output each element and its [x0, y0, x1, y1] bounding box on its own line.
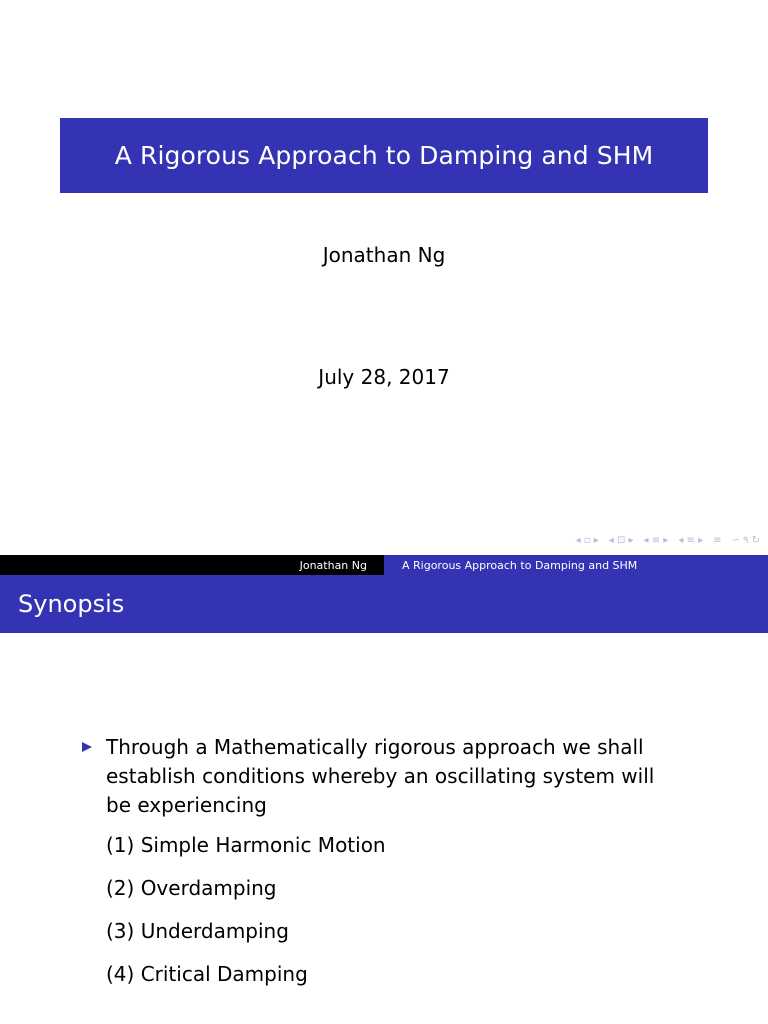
section-nav-icon[interactable]: ◂ ≡ ▸	[643, 535, 669, 546]
document-nav-icon[interactable]: ≡	[713, 535, 722, 546]
bullet-text: Through a Mathematically rigorous approach we shall establish conditions whereby an oscillating system will be experiencing	[106, 735, 655, 817]
navigation-symbols	[576, 535, 760, 546]
author-name: Jonathan Ng	[322, 243, 446, 267]
title-box	[60, 118, 708, 193]
frame-title-bar	[0, 575, 768, 633]
footline-title-box	[384, 555, 768, 575]
frame-title: Synopsis	[18, 590, 125, 618]
synopsis-content	[0, 633, 768, 1024]
frame-nav-icon[interactable]: ◂ ▫ ▸	[575, 535, 599, 546]
list-item: (1) Simple Harmonic Motion	[106, 833, 386, 857]
bullet-item	[82, 733, 682, 820]
list-item: (4) Critical Damping	[106, 962, 308, 986]
footline-title: A Rigorous Approach to Damping and SHM	[402, 558, 638, 572]
footline-author: Jonathan Ng	[299, 558, 367, 572]
part-nav-icon[interactable]: ◂ ≡ ▸	[678, 535, 704, 546]
presentation-title: A Rigorous Approach to Damping and SHM	[114, 141, 654, 170]
subsection-nav-icon[interactable]: ◂ ⊡ ▸	[608, 535, 634, 546]
triangle-bullet-icon	[82, 742, 92, 752]
footline	[0, 555, 768, 575]
list-item: (2) Overdamping	[106, 876, 277, 900]
presentation-date: July 28, 2017	[318, 365, 450, 389]
list-item: (3) Underdamping	[106, 919, 289, 943]
footline-author-box	[0, 555, 384, 575]
search-back-forward-icon[interactable]: ∽ ۹ ↻	[731, 535, 760, 546]
